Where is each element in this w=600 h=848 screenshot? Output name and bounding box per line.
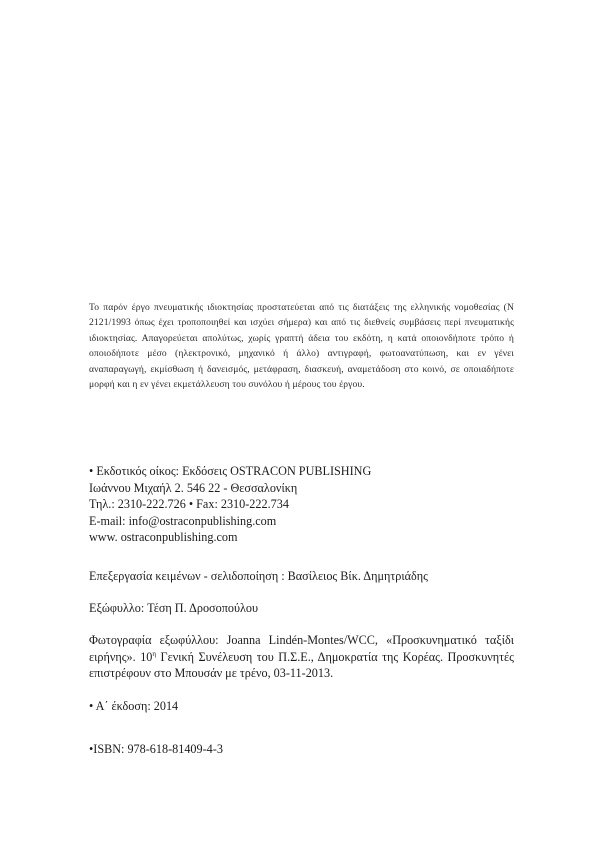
editing-credit: Επεξεργασία κειμένων - σελιδοποίηση : Βασίλειος Βίκ. Δημητριάδης [89, 569, 428, 583]
publisher-info [89, 463, 514, 546]
publisher-address: Ιωάννου Μιχαήλ 2. 546 22 - Θεσσαλονίκη [89, 480, 298, 495]
photo-credit-ordinal: η [152, 649, 157, 658]
publisher-phone-fax: Τηλ.: 2310-222.726 • Fax: 2310-222.734 [89, 497, 289, 512]
cover-credit: Εξώφυλλο: Τέση Π. Δροσοπούλου [89, 601, 259, 615]
publisher-email: E-mail: info@ostraconpublishing.com [89, 513, 277, 528]
photo-credit-text-start: Φωτογραφία εξωφύλλου: Joanna Lindén-Montes/WCC, «Προσκυνηματικό ταξίδι ειρήνης». 10 [89, 633, 514, 664]
copyright-notice: Το παρόν έργο πνευματικής ιδιοκτησίας προστατεύεται από τις διατάξεις της ελληνικής νομοθεσίας (Ν 2121/1993 όπως έχει τροποποιηθεί και ισχύει σήμερα) και από τις διεθνείς συμβάσεις περί πνευματικής ιδιοκτησίας. Απαγορεύεται απολύτως, χωρίς γραπτή άδεια του εκδότη, η κατά οποιονδήποτε τρόπο ή οποιοδήποτε μέσο (ηλεκτρονικό, μηχανικό ή άλλο) αντιγραφή, φωτοανατύπωση, και εν γένει αναπαραγωγή, εκμίσθωση ή δανεισμός, μετάφραση, διασκευή, αναμετάδοση στο κοινό, σε οποιαδήποτε μορφή και η εν γένει εκμετάλλευση του συνόλου ή μέρους του έργου. [89, 302, 514, 391]
cover-photo-credit [89, 632, 514, 682]
isbn: •ISBN: 978-618-81409-4-3 [89, 742, 223, 756]
publisher-name: • Εκδοτικός οίκος: Εκδόσεις OSTRACON PUBLISHING [89, 464, 372, 478]
photo-credit-text-end: Γενική Συνέλευση του Π.Σ.Ε., Δημοκρατία της Κορέας. Προσκυνητές επιστρέφουν στο Μπουσάν με τρένο, 03-11-2013. [89, 649, 514, 681]
publisher-website: www. ostraconpublishing.com [89, 530, 238, 545]
edition-info: • Α΄ έκδοση: 2014 [89, 699, 179, 713]
